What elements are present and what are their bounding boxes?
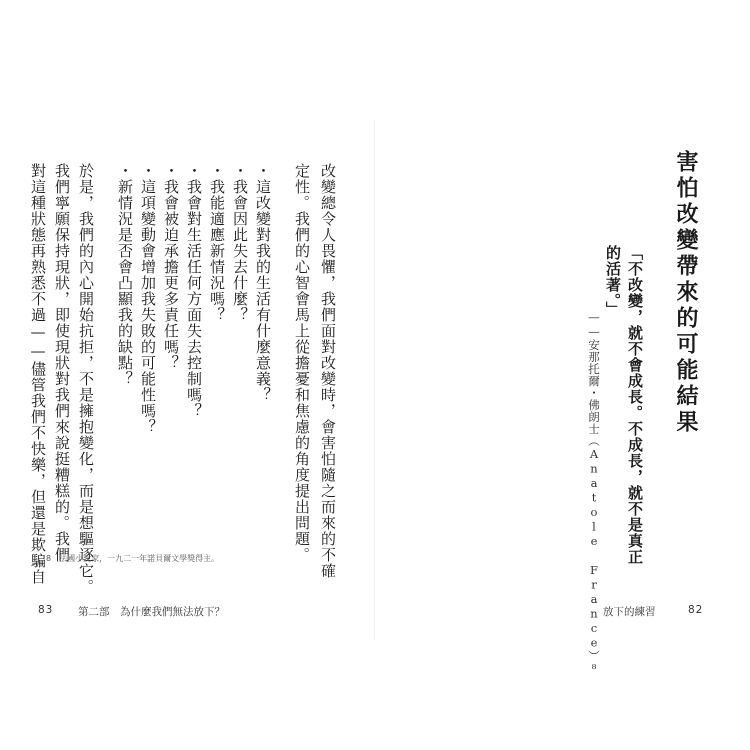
bullet-item: ・我會對生活任何方面失去控制嗎？ (185, 163, 203, 419)
page-number: 83 (38, 604, 54, 616)
body-column: 改變總令人畏懼，我們面對改變時，會害怕隨之而來的不確 (319, 163, 337, 579)
bullet-item: ・我會因此失去什麼？ (231, 163, 249, 323)
body-column: 對這種狀態再熟悉不過——儘管我們不快樂，但還是欺騙自 (29, 163, 47, 585)
page-number: 82 (688, 604, 704, 616)
chapter-title: 害怕改變帶來的可能結果 (673, 150, 699, 436)
epigraph-line: 的活著。」 (604, 245, 622, 318)
running-head: 放下的練習 (603, 606, 656, 618)
bullet-item: ・這項變動會增加我失敗的可能性嗎？ (139, 163, 157, 435)
epigraph-attribution: ——安那托爾・佛朗士（Anatole France）⁸ (587, 310, 601, 677)
epigraph-line: 「不改變，就不會成長。不成長，就不是真正 (626, 245, 644, 565)
footnote: 8 法國小說家，一九二一年諾貝爾文學獎得主。 (46, 554, 220, 563)
right-page (375, 0, 750, 750)
bullet-item: ・新情況是否會凸顯我的缺點？ (116, 163, 134, 387)
bullet-item: ・我會被迫承擔更多責任嗎？ (162, 163, 180, 371)
bullet-item: ・我能適應新情況嗎？ (208, 163, 226, 323)
running-head: 第二部 為什麼我們無法放下？ (78, 606, 225, 618)
body-column: 於是，我們的內心開始抗拒，不是擁抱變化，而是想驅逐它。 (77, 163, 95, 595)
body-column: 定性。我們的心智會馬上從擔憂和焦慮的角度提出問題。 (293, 163, 311, 563)
bullet-item: ・這改變對我的生活有什麼意義？ (254, 163, 272, 403)
body-column: 我們寧願保持現狀，即使現狀對我們來說挺糟糕的。我們 (53, 163, 71, 563)
